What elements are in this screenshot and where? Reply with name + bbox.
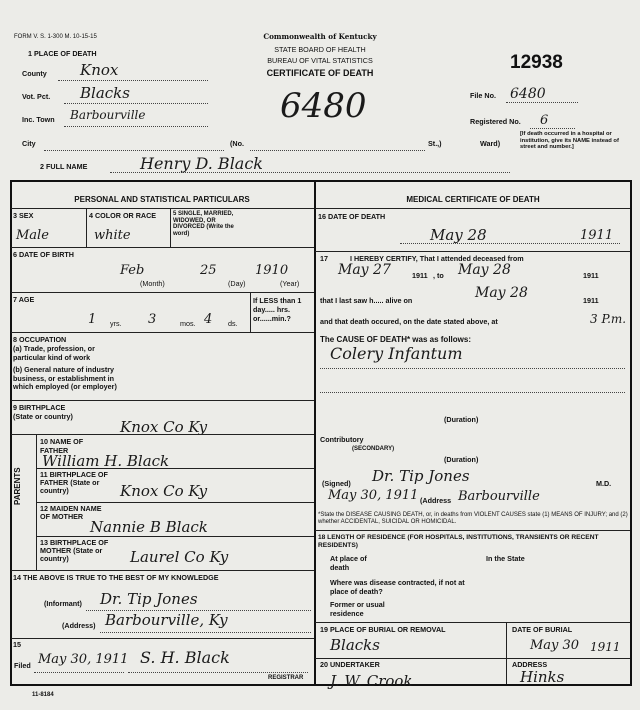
age-label: 7 AGE [13, 295, 35, 304]
at-place-label: At place of death [330, 554, 367, 572]
full-name-value: Henry D. Black [140, 154, 263, 173]
dob-year: 1910 [255, 263, 289, 278]
date-of-death-year: 1911 [580, 228, 614, 243]
filed-date: May 30, 1911 [38, 652, 129, 667]
residence-label: 18 LENGTH OF RESIDENCE (FOR HOSPITALS, INSTITUTIONS, TRANSIENTS OR RECENT RESIDENTS) [318, 534, 599, 549]
occurred-time: 3 P.m. [590, 312, 627, 326]
form-code: FORM V. S. 1-300 M. 10-15-15 [14, 34, 97, 40]
certificate-title: CERTIFICATE OF DEATH [266, 68, 374, 78]
age-mos: 3 [148, 312, 157, 327]
burial-label: 19 PLACE OF BURIAL OR REMOVAL [320, 625, 446, 634]
cause-label: The CAUSE OF DEATH* was as follows: [320, 335, 471, 344]
address-value: Barbourville, Ky [105, 611, 228, 629]
certify-label: I HEREBY CERTIFY, That I attended deceased from [350, 254, 524, 263]
dob-month: Feb [120, 263, 145, 278]
last-saw-year: 1911 [583, 296, 599, 305]
informant-label: (Informant) [44, 599, 82, 608]
occurred-label: and that death occured, on the date stated above, at [320, 317, 498, 326]
dob-day: 25 [200, 263, 217, 278]
sex-label: 3 SEX [13, 211, 34, 220]
day-caption: (Day) [228, 279, 246, 288]
mother-bp-label: 13 BIRTHPLACE OF MOTHER (State or country) [40, 538, 109, 563]
hospital-note: [If death occurred in a hospital or institution, give its NAME instead of street and number.] [520, 131, 619, 150]
attended-from: May 27 [338, 262, 391, 278]
county-label: County [22, 69, 47, 78]
age-ds: 4 [204, 312, 213, 327]
father-label: 10 NAME OF FATHER [40, 437, 84, 455]
year-caption: (Year) [280, 279, 300, 288]
undertaker-address-label: ADDRESS [512, 660, 548, 669]
last-saw-value: May 28 [475, 285, 528, 301]
stamp-number: 6480 [280, 86, 367, 126]
place-heading: 1 PLACE OF DEATH [28, 49, 97, 58]
signed-address-value: Barbourville [458, 489, 540, 504]
date-of-death-label: 16 DATE OF DEATH [318, 212, 386, 221]
undertaker-label: 20 UNDERTAKER [320, 660, 380, 669]
birthplace-value: Knox Co Ky [120, 418, 208, 436]
medical-heading: MEDICAL CERTIFICATE OF DEATH [406, 195, 540, 204]
date-of-death-value: May 28 [430, 226, 487, 244]
month-caption: (Month) [140, 279, 165, 288]
occupation-a: (a) Trade, profession, or particular kind of work [13, 344, 95, 362]
filed-label: Filed [14, 661, 31, 670]
state-board: STATE BOARD OF HEALTH [274, 45, 366, 54]
father-bp-label: 11 BIRTHPLACE OF FATHER (State or country) [40, 470, 108, 495]
personal-heading: PERSONAL AND STATISTICAL PARTICULARS [74, 195, 250, 204]
vot-value: Blacks [80, 84, 130, 102]
birthplace-label: 9 BIRTHPLACE (State or country) [13, 403, 73, 421]
attended-to-year: 1911 [583, 271, 599, 280]
burial-year: 1911 [590, 640, 621, 654]
file-value: 6480 [510, 86, 546, 102]
reg-value: 6 [540, 113, 549, 128]
to-label: , to [433, 271, 444, 280]
signed-label: (Signed) [322, 479, 351, 488]
sex-value: Male [16, 228, 49, 243]
certify-num: 17 [320, 254, 328, 263]
signed-address-label: (Address [420, 496, 452, 505]
mother-label: 12 MAIDEN NAME OF MOTHER [40, 504, 102, 521]
informant-heading: 14 THE ABOVE IS TRUE TO THE BEST OF MY KNOWLEDGE [13, 573, 219, 582]
burial-value: Blacks [330, 636, 380, 654]
dob-label: 6 DATE OF BIRTH [13, 250, 74, 259]
secondary-label: (SECONDARY) [352, 446, 395, 452]
in-state-label: In the State [486, 554, 525, 563]
ds-caption: ds. [228, 319, 238, 328]
no-label: (No. [230, 139, 244, 148]
parents-label: PARENTS [13, 467, 22, 505]
commonwealth-heading: Commonwealth of Kentucky [263, 32, 377, 41]
footer-code: 11-8184 [32, 692, 54, 698]
informant-value: Dr. Tip Jones [100, 590, 198, 608]
contracted-label: Where was disease contracted, if not at place of death? [330, 578, 465, 596]
inc-value: Barbourville [70, 108, 146, 122]
cause-value: Colery Infantum [330, 344, 463, 363]
last-saw-label: that I last saw h..... alive on [320, 296, 413, 305]
item-15: 15 [13, 640, 21, 649]
full-name-label: 2 FULL NAME [40, 162, 88, 171]
burial-date-label: DATE OF BURIAL [512, 625, 573, 634]
attended-from-year: 1911 [412, 271, 428, 280]
signed-date: May 30, 1911 [328, 488, 419, 503]
city-label: City [22, 139, 36, 148]
former-residence-label: Former or usual residence [330, 600, 385, 618]
file-label: File No. [470, 91, 496, 100]
father-bp-value: Knox Co Ky [120, 482, 208, 500]
father-value: William H. Black [42, 452, 170, 470]
burial-date-value: May 30 [530, 638, 580, 653]
less-than-label: If LESS than 1 day..... hrs. or......min.? [253, 296, 302, 323]
occupation-label: 8 OCCUPATION [13, 335, 67, 344]
color-label: 4 COLOR OR RACE [89, 211, 157, 220]
cause-footnote: *State the DISEASE CAUSING DEATH, or, in deaths from VIOLENT CAUSES state (1) MEANS OF INJURY; and (2) whether ACCIDENTAL, SUICIDAL OR HOMICIDAL. [318, 512, 628, 525]
mos-caption: mos. [180, 319, 196, 328]
undertaker-address-value: Hinks [520, 668, 565, 686]
reg-label: Registered No. [470, 117, 521, 126]
md-label: M.D. [596, 479, 612, 488]
certificate-number: 12938 [510, 52, 563, 73]
color-value: white [94, 228, 131, 243]
county-value: Knox [80, 61, 119, 79]
contributory-label: Contributory [320, 435, 364, 444]
undertaker-value: J. W. Crook [330, 672, 413, 690]
ward-label: Ward) [480, 139, 501, 148]
bureau: BUREAU OF VITAL STATISTICS [267, 56, 373, 65]
signed-value: Dr. Tip Jones [372, 467, 470, 485]
marital-label: 5 SINGLE, MARRIED, WIDOWED, OR DIVORCED (Write the word) [173, 211, 234, 237]
mother-value: Nannie B Black [90, 518, 208, 536]
registrar-label: REGISTRAR [268, 675, 304, 681]
occupation-b: (b) General nature of industry business, or establishment in which employed (or employer) [13, 365, 117, 391]
age-yrs: 1 [88, 312, 97, 327]
vot-label: Vot. Pct. [22, 92, 51, 101]
st-label: St.,) [428, 139, 442, 148]
duration-label-2: (Duration) [444, 455, 479, 464]
yrs-caption: yrs. [110, 319, 122, 328]
address-label: (Address) [62, 621, 96, 630]
attended-to: May 28 [458, 262, 511, 278]
inc-label: Inc. Town [22, 115, 55, 124]
registrar-value: S. H. Black [140, 648, 230, 667]
mother-bp-value: Laurel Co Ky [130, 548, 229, 566]
duration-label-1: (Duration) [444, 415, 479, 424]
